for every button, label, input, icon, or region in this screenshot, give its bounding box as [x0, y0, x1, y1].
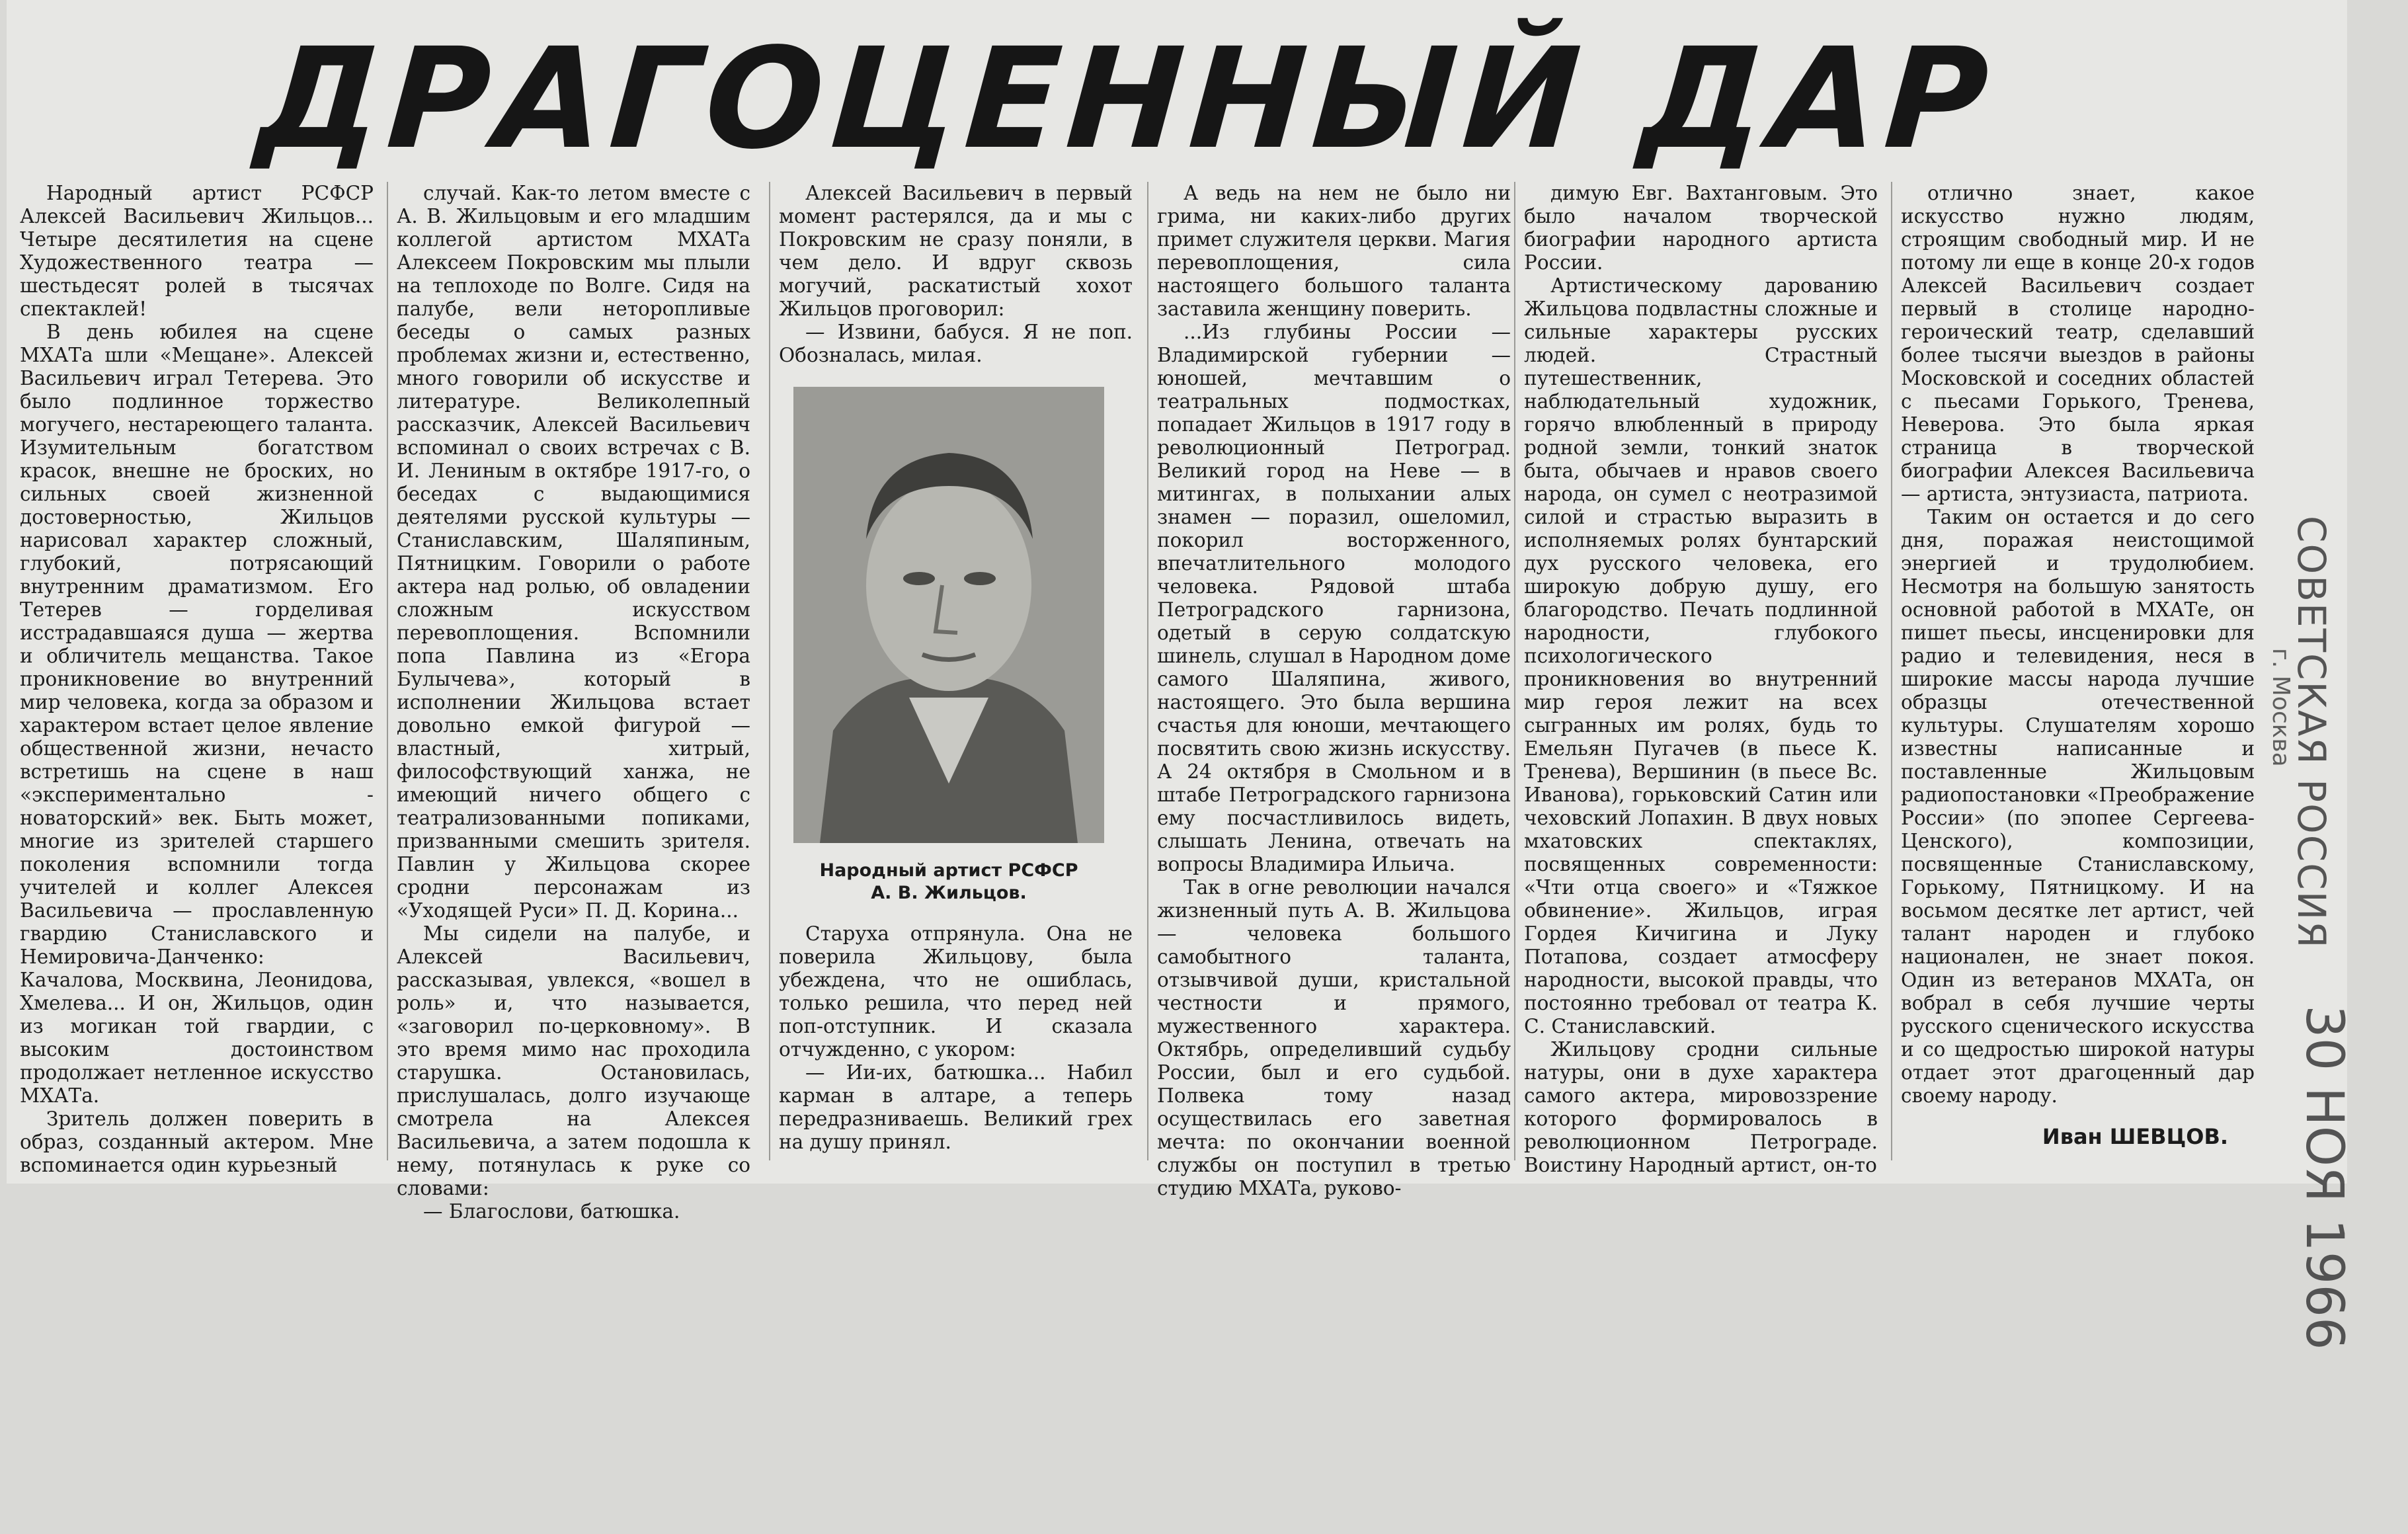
paragraph: Народный артист РСФСР Алексей Васильевич Жильцов... Четыре десятилетия на сцене Художественного театра — шестьдесят ролей в тысячах спектаклей! — [20, 182, 374, 320]
stamp-newspaper-name: СОВЕТСКАЯ РОССИЯ — [2289, 516, 2334, 949]
stamp-date: 30 НОЯ 1966 — [2294, 1005, 2354, 1350]
article-column-1 — [20, 182, 374, 1176]
column-divider — [769, 182, 770, 1160]
caption-line: Народный артист РСФСР — [819, 860, 1078, 881]
paragraph: — Благослови, батюшка. — [423, 1200, 680, 1223]
article-column-2 — [397, 182, 750, 1223]
article-column-6 — [1901, 182, 2255, 1160]
portrait-photo — [793, 387, 1104, 843]
paragraph: случай. Как-то летом вместе с А. В. Жильцовым и его младшим коллегой артистом МХАТа Алексеем Покровским мы плыли на теплоходе по Волге. Сидя на палубе, вели неторопливые беседы о самых разных проблемах жизни и, естественно, много говорили об искусстве и литературе. Великолепный рассказчик, Алексей Васильевич вспоминал о своих встречах с В. И. Лениным в октябре 1917-го, о беседах с выдающимися деятелями русской культуры — Станиславским, Шаляпиным, Пятницким. Говорили о работе актера над ролью, об овладении сложным искусством перевоплощения. Вспомнили попа Павлина из «Егора Булычева», который в исполнении Жильцова встает довольно емкой фигурой — властный, хитрый, философствующий ханжа, не имеющий ничего общего с театрализованными попиками, призванными смешить зрителя. Павлин у Жильцова скорее сродни персонажам из «Уходящей Руси» П. Д. Корина... — [397, 182, 750, 922]
author-signature: Иван ШЕВЦОВ. — [2042, 1124, 2228, 1149]
column-divider — [1147, 182, 1148, 1160]
column-divider — [387, 182, 388, 1160]
paragraph: Старуха отпрянула. Она не поверила Жильцову, была убеждена, что не ошиблась, только решила, что перед ней поп-отступник. И сказала отчужденно, с укором: — [779, 922, 1133, 1061]
paragraph: отлично знает, какое искусство нужно людям, строящим свободный мир. И не потому ли еще в конце 20-х годов Алексей Васильевич создает первый в столице народно-героический театр, сделавший более тысячи выездов в районы Московской и соседних областей с пьесами Горького, Тренева, Неверова. Это была яркая страница в творческой биографии Алексея Васильевича — артиста, энтузиаста, патриота. — [1901, 182, 2255, 505]
photo-caption — [793, 860, 1104, 905]
article-headline: ДРАГОЦЕННЫЙ ДАР — [252, 18, 2000, 180]
paragraph: димую Евг. Вахтанговым. Это было началом творческой биографии народного артиста России. — [1524, 182, 1878, 274]
paragraph: Артистическому дарованию Жильцова подвластны сложные и сильные характеры русских людей. Страстный путешественник, наблюдательный художник, горячо влюбленный в природу родной земли, тонкий знаток быта, обычаев и нравов своего народа, он сумел с неотразимой силой и страстью выразить в исполняемых ролях бунтарский дух русского человека, его широкую добрую душу, его благородство. Печать подлинной народности, глубокого психологического проникновения во внутренний мир героя лежит на всех сыгранных им ролях, будь то Емельян Пугачев (в пьесе К. Тренева), Вершинин (в пьесе Вс. Иванова), горьковский Сатин или чеховский Лопахин. В двух новых мхатовских спектаклях, посвященных современности: «Чти отца своего» и «Тяжкое обвинение». Жильцов, играя Гордея Кичигина и Луку Потапова, создает атмосферу народности, высокой правды, что постоянно требовал от театра К. С. Станиславский. — [1524, 274, 1878, 1037]
column-3-top-text — [779, 182, 1133, 374]
paragraph: Жильцову сродни сильные натуры, они в духе характера самого актера, мировоззрение которого формировалось в революционном Петрограде. Воистину Народный артист, он-то — [1524, 1038, 1878, 1176]
paragraph: Так в огне революции начался жизненный путь А. В. Жильцова — человека большого самобытного таланта, отзывчивой души, кристальной честности и прямого, мужественного характера. Октябрь, определивший судьбу России, был и его судьбой. Полвека тому назад осуществилась его заветная мечта: по окончании военной службы он поступил в третью студию МХАТа, руково- — [1157, 876, 1511, 1199]
column-3-bottom-text — [779, 922, 1133, 1160]
paragraph: Мы сидели на палубе, и Алексей Васильевич, рассказывая, увлекся, «вошел в роль» и, что называется, «заговорил по-церковному». В это время мимо нас проходила старушка. Остановилась, прислушалась, долго изучающе смотрела на Алексея Васильевича, а затем подошла к нему, потянулась к руке со словами: — [397, 922, 750, 1199]
article-column-4 — [1157, 182, 1511, 1199]
paragraph: Зритель должен поверить в образ, созданный актером. Мне вспоминается один курьезный — [20, 1108, 374, 1176]
paragraph: В день юбилея на сцене МХАТа шли «Мещане». Алексей Васильевич играл Тетерева. Это было подлинное торжество могучего, нестареющего таланта. Изумительным богатством красок, внешне не броских, но сильных своей жизненной достоверностью, Жильцов нарисовал характер сложный, глубокий, потрясающий внутренним драматизмом. Его Тетерев — горделивая исстрадавшаяся душа — жертва и обличитель мещанства. Такое проникновение во внутренний мир человека, когда за образом и характером встает целое явление общественной жизни, нечасто встретишь на сцене в наш «экспериментально - новаторский» век. Быть может, многие из зрителей старшего поколения вспомнили тогда учителей и коллег Алексея Васильевича — прославленную гвардию Станиславского и Немировича-Данченко: Качалова, Москвина, Леонидова, Хмелева... И он, Жильцов, один из могикан той гвардии, с высоким достоинством продолжает нетленное искусство МХАТа. — [20, 321, 374, 1107]
column-divider — [1891, 182, 1892, 1160]
archive-stamp — [2267, 516, 2407, 1375]
stamp-city: г. Москва — [2267, 648, 2294, 767]
article-column-5 — [1524, 182, 1878, 1176]
paragraph: А ведь на нем не было ни грима, ни каких-либо других примет служителя церкви. Магия перевоплощения, сила настоящего большого таланта заставила женщину поверить. — [1157, 182, 1511, 320]
paragraph: ...Из глубины России — Владимирской губернии — юношей, мечтавшим о театральных подмостках, попадает Жильцов в 1917 году в революционный Петроград. Великий город на Неве — в митингах, в полыхании алых знамен — поразил, ошеломил, покорил восторженного, впечатлительного молодого человека. Рядовой штаба Петроградского гарнизона, одетый в серую солдатскую шинель, слушал в Народном доме самого Шаляпина, живого, настоящего. Это была вершина счастья для юноши, мечтающего посвятить свою жизнь искусству. А 24 октября в Смольном и в штабе Петроградского гарнизона ему посчастливилось видеть, слышать Ленина, отвечать на вопросы Владимира Ильича. — [1157, 321, 1511, 875]
column-divider — [1514, 182, 1515, 1160]
caption-line: А. В. Жильцов. — [871, 883, 1027, 903]
paragraph: — Извини, бабуся. Я не поп. Обозналась, милая. — [779, 321, 1133, 366]
paragraph: — Ии-их, батюшка... Набил карман в алтаре, а теперь передразниваешь. Великий грех на душу принял. — [779, 1061, 1133, 1153]
paragraph: Таким он остается и до сего дня, поражая неистощимой энергией и трудолюбием. Несмотря на большую занятость основной работой в МХАТе, он пишет пьесы, инсценировки для радио и телевидения, неся в широкие массы народа лучшие образцы отечественной культуры. Слушателям хорошо известны написанные и поставленные Жильцовым радиопостановки «Преображение России» (по эпопее Сергеева-Ценского), композиции, посвященные Станиславскому, Горькому, Пятницкому. И на восьмом десятке лет артист, чей талант народен и глубоко национален, не знает покоя. Один из ветеранов МХАТа, он вобрал в себя лучшие черты русского сценического искусства и со щедростью широкой натуры отдает этот драгоценный дар своему народу. — [1901, 506, 2255, 1107]
paragraph: Алексей Васильевич в первый момент растерялся, да и мы с Покровским не сразу поняли, в чем дело. И вдруг сквозь могучий, раскатистый хохот Жильцов проговорил: — [779, 182, 1133, 320]
